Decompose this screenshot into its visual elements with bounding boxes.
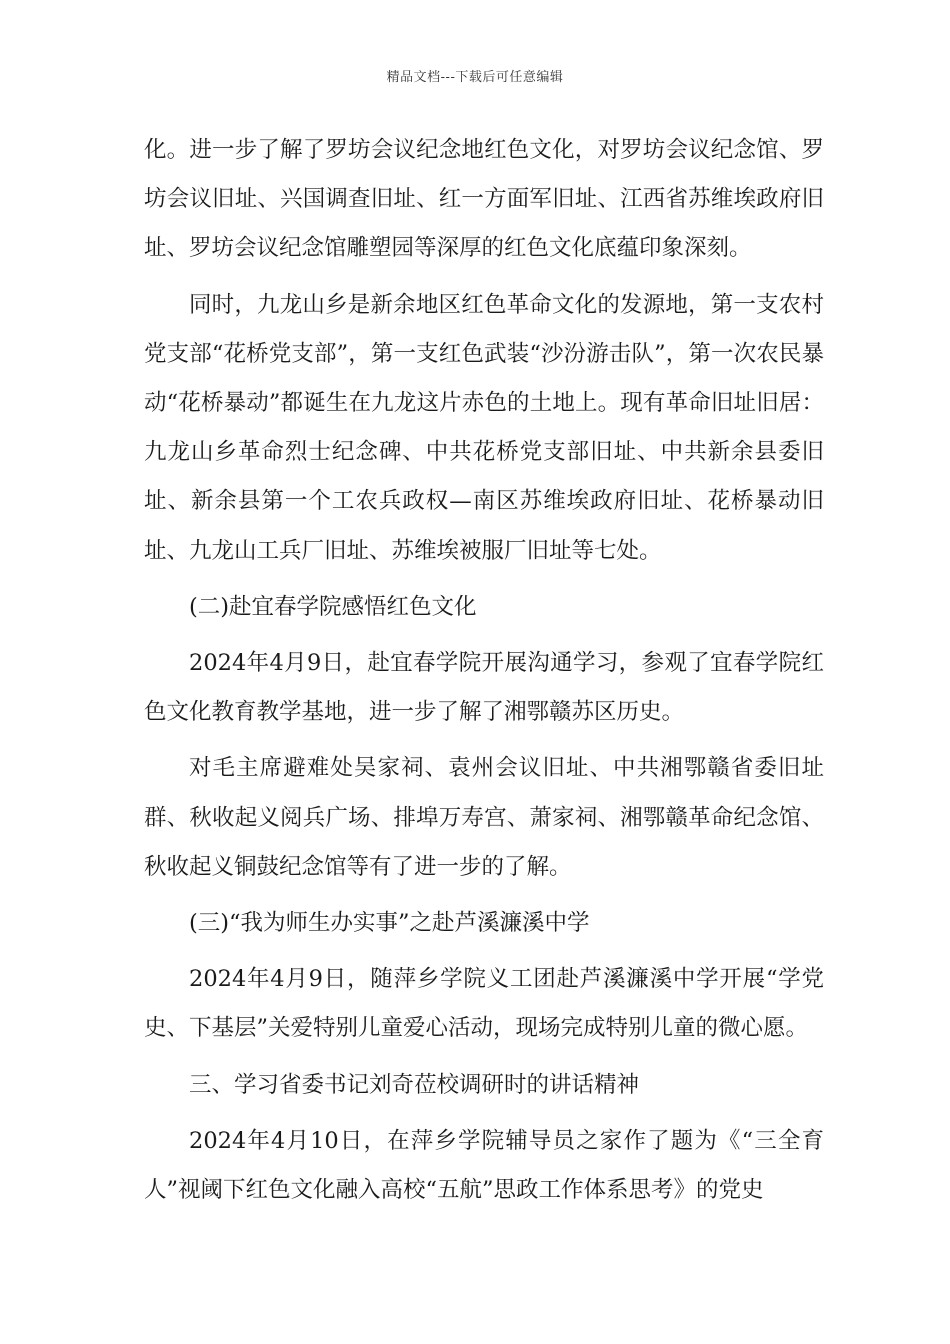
paragraph: 对毛主席避难处吴家祠、袁州会议旧址、中共湘鄂赣省委旧址群、秋收起义阅兵广场、排埠万寿宫、萧家祠、湘鄂赣革命纪念馆、秋收起义铜鼓纪念馆等有了进一步的了解。 xyxy=(144,755,824,880)
section-heading: (三)“我为师生办实事”之赴芦溪濂溪中学 xyxy=(189,910,590,937)
section-heading: (二)赴宜春学院感悟红色文化 xyxy=(189,593,477,620)
section-heading: 三、学习省委书记刘奇莅校调研时的讲话精神 xyxy=(189,1071,640,1098)
paragraph: 同时，九龙山乡是新余地区红色革命文化的发源地，第一支农村党支部“花桥党支部”，第一支红色武装“沙汾游击队”，第一次农民暴动“花桥暴动”都诞生在九龙这片赤色的土地上。现有革命旧址旧居：九龙山乡革命烈士纪念碑、中共花桥党支部旧址、中共新余县委旧址、新余县第一个工农兵政权—南区苏维埃政府旧址、花桥暴动旧址、九龙山工兵厂旧址、苏维埃被服厂旧址等七处。 xyxy=(144,291,824,564)
paragraph: 2024年4月10日，在萍乡学院辅导员之家作了题为《“三全育人”视阈下红色文化融入高校“五航”思政工作体系思考》的党史 xyxy=(144,1127,824,1204)
paragraph: 2024年4月9日，赴宜春学院开展沟通学习，参观了宜春学院红色文化教育教学基地，进一步了解了湘鄂赣苏区历史。 xyxy=(144,650,824,726)
document-body xyxy=(144,126,824,1222)
paragraph: 2024年4月9日，随萍乡学院义工团赴芦溪濂溪中学开展“学党史、下基层”关爱特别儿童爱心活动，现场完成特别儿童的微心愿。 xyxy=(144,966,824,1042)
page-header: 精品文档---下载后可任意编辑 xyxy=(386,70,564,85)
paragraph: 化。进一步了解了罗坊会议纪念地红色文化，对罗坊会议纪念馆、罗坊会议旧址、兴国调查旧址、红一方面军旧址、江西省苏维埃政府旧址、罗坊会议纪念馆雕塑园等深厚的红色文化底蕴印象深刻。 xyxy=(144,137,824,262)
